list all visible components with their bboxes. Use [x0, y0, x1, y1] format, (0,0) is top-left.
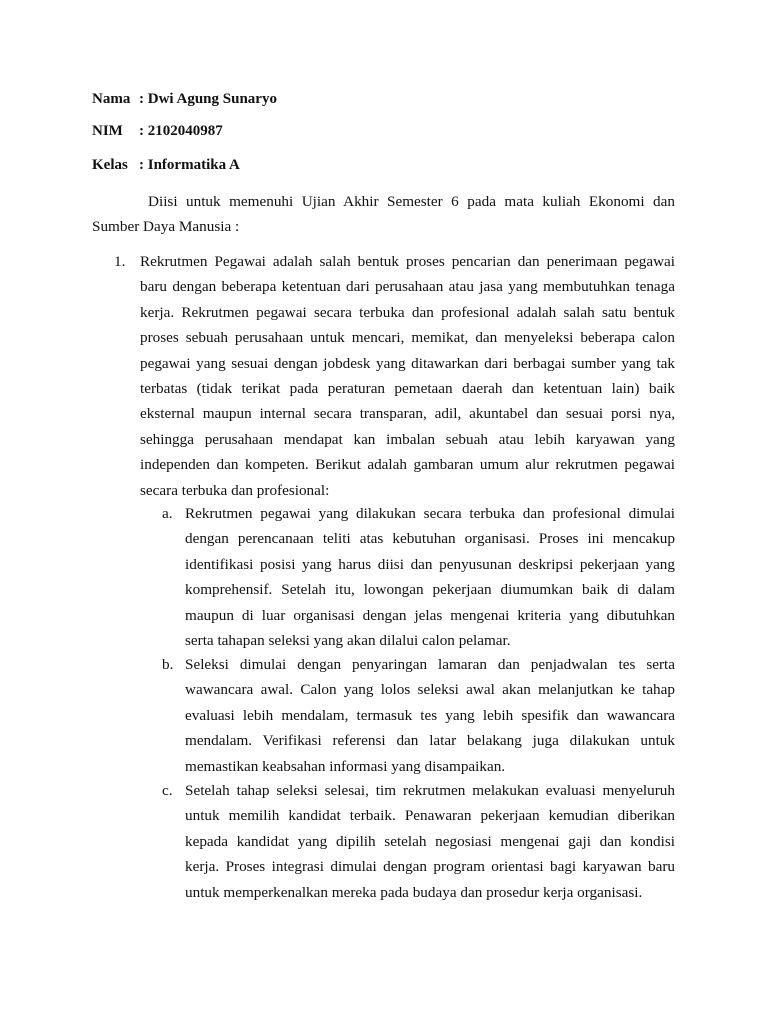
- list-item-line: kerja. Rekrutmen pegawai secara terbuka dan profesional adalah salah satu bentuk: [140, 303, 675, 321]
- student-nim-row: [92, 121, 223, 141]
- intro-paragraph: [92, 189, 675, 240]
- subitem-line: evaluasi lebih mendalam, termasuk tes yang lebih spesifik dan wawancara: [185, 706, 675, 724]
- list-item-line: proses sebuah perusahaan untuk mencari, memikat, dan menyeleksi beberapa calon: [140, 329, 675, 347]
- list-item-line: eksternal maupun internal secara transparan, adil, akuntabel dan sesuai porsi nya,: [140, 405, 675, 423]
- intro-line: Diisi untuk memenuhi Ujian Akhir Semester 6 pada mata kuliah Ekonomi dan: [148, 193, 675, 210]
- class-value: : Informatika A: [139, 157, 240, 173]
- subitem-line: Seleksi dimulai dengan penyaringan lamaran dan penjadwalan tes serta: [185, 656, 675, 673]
- list-item-line: baru dengan beberapa ketentuan dari perusahaan atau jasa yang membutuhkan tenaga: [140, 278, 675, 296]
- subitem-line: mendalam. Verifikasi referensi dan latar belakang juga dilakukan untuk: [185, 732, 675, 750]
- subitem-marker-a: a.: [162, 505, 173, 522]
- list-item-line: independen dan kompeten. Berikut adalah gambaran umum alur rekrutmen pegawai: [140, 456, 675, 474]
- subitem-line: Setelah tahap seleksi selesai, tim rekrutmen melakukan evaluasi menyeluruh: [185, 782, 675, 799]
- nim-value: : 2102040987: [139, 123, 223, 139]
- list-marker: 1.: [114, 253, 126, 270]
- list-item-line: Rekrutmen Pegawai adalah salah bentuk proses pencarian dan penerimaan pegawai: [140, 253, 675, 270]
- name-label: Nama: [92, 91, 131, 107]
- subitem-line: kepada kandidat yang dipilih setelah negosiasi mengenai gaji dan kondisi: [185, 832, 675, 850]
- list-item-line: pegawai yang sesuai dengan jobdesk yang ditawarkan dari berbagai sumber yang tak: [140, 354, 675, 372]
- subitem-line: untuk memperkenalkan mereka pada budaya dan prosedur kerja organisasi.: [185, 883, 643, 901]
- name-value: : Dwi Agung Sunaryo: [139, 91, 277, 107]
- student-class-row: [92, 155, 240, 175]
- subitem-a: [185, 501, 675, 653]
- subitem-marker-c: c.: [162, 782, 173, 799]
- nim-label: NIM: [92, 123, 123, 139]
- subitem-line: memastikan keabsahan informasi yang disampaikan.: [185, 757, 506, 775]
- student-name-row: [92, 89, 277, 109]
- subitem-line: untuk memilih kandidat terbaik. Penawaran pekerjaan kemudian diberikan: [185, 807, 675, 825]
- subitem-line: dengan perencanaan teliti atas kebutuhan organisasi. Proses ini mencakup: [185, 530, 675, 548]
- subitem-line: komprehensif. Setelah itu, lowongan pekerjaan diumumkan baik di dalam: [185, 581, 675, 599]
- subitem-line: identifikasi posisi yang harus diisi dan penyusunan deskripsi pekerjaan yang: [185, 555, 675, 573]
- subitem-marker-b: b.: [162, 656, 174, 673]
- class-label: Kelas: [92, 157, 128, 173]
- subitem-line: Rekrutmen pegawai yang dilakukan secara terbuka dan profesional dimulai: [185, 505, 675, 522]
- intro-line: Sumber Daya Manusia :: [92, 218, 240, 236]
- list-item-line: secara terbuka dan profesional:: [140, 481, 330, 499]
- subitem-line: serta tahapan seleksi yang akan dilalui calon pelamar.: [185, 632, 511, 650]
- subitem-line: kerja. Proses integrasi dimulai dengan program orientasi bagi karyawan baru: [185, 858, 675, 876]
- subitem-line: maupun di luar organisasi dengan jelas mengenai kriteria yang dibutuhkan: [185, 606, 675, 624]
- list-item-line: terbatas (tidak terikat pada peraturan pemetaan daerah dan ketentuan lain) baik: [140, 380, 675, 398]
- list-item-1: [140, 249, 675, 503]
- subitem-line: wawancara awal. Calon yang lolos seleksi awal akan melanjutkan ke tahap: [185, 681, 675, 699]
- subitem-b: [185, 652, 675, 779]
- list-item-line: sehingga perusahaan mendapat kan imbalan sebuah atau lebih karyawan yang: [140, 430, 675, 448]
- subitem-c: [185, 778, 675, 905]
